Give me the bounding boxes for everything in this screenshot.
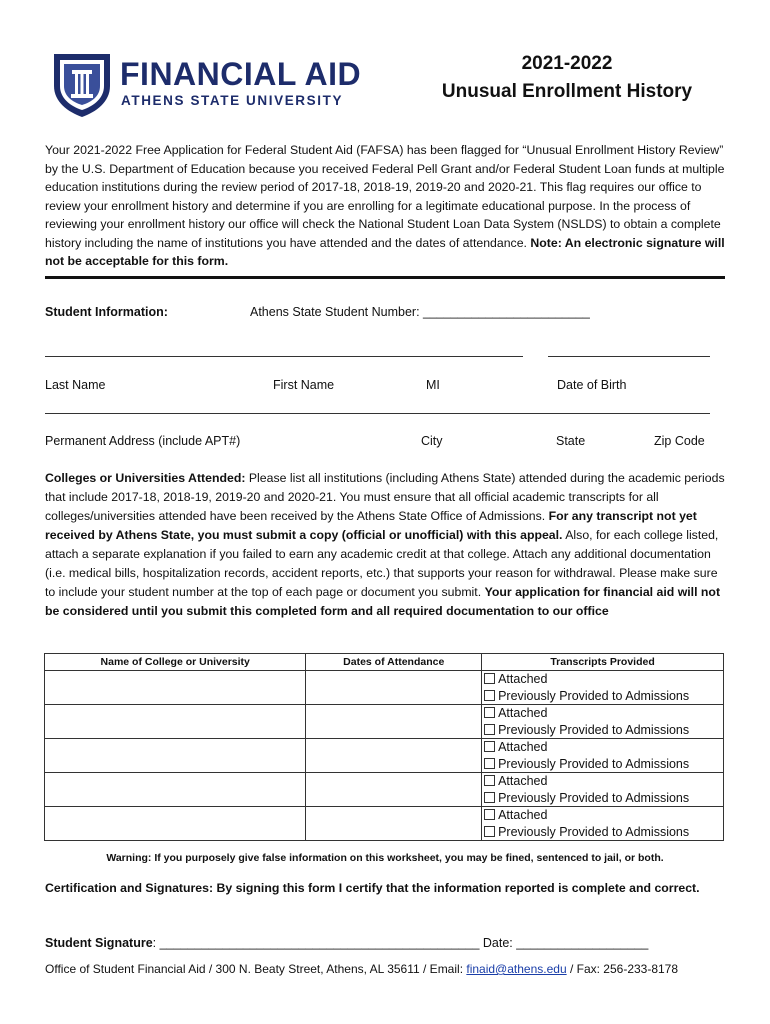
student-number-field[interactable]: Athens State Student Number: ________________________ (250, 305, 590, 319)
checkbox-icon[interactable] (484, 690, 495, 701)
table-row (45, 773, 724, 807)
checkbox-icon[interactable] (484, 707, 495, 718)
checkbox-icon[interactable] (484, 792, 495, 803)
signature-row (45, 936, 648, 950)
intro-text: Your 2021-2022 Free Application for Federal Student Aid (FAFSA) has been flagged for “Unusual Enrollment History Review” by the U.S. Department of Education because you received Federal Pell Grant and/or Federal Student Loan funds at multiple education institutions during the review period of 2017-18, 2018-19, 2019-20 and 2020-21. This flag requires our office to review your enrollment history and determine if you are enrolling for a legitimate educational purpose. In the process of reviewing your enrollment history our office will check the National Student Loan Data System (NSLDS) to obtain a complete history including the name of institutions you have attended and the dates of attendance. (45, 143, 725, 250)
signature-label: Student Signature (45, 936, 153, 950)
colleges-bold-2: Your application for financial aid will not be considered until you submit this completed form and all required documentation to our office (45, 585, 721, 618)
student-info-label: Student Information: (45, 305, 168, 319)
colleges-heading: Colleges or Universities Attended: (45, 471, 246, 485)
attached-option[interactable]: Attached (482, 671, 723, 688)
last-name-label: Last Name (45, 378, 106, 392)
checkbox-icon[interactable] (484, 809, 495, 820)
checkbox-icon[interactable] (484, 826, 495, 837)
col-header-college: Name of College or University (45, 654, 306, 671)
attached-option[interactable]: Attached (482, 807, 723, 824)
warning-text: Warning: If you purposely give false information on this worksheet, you may be fined, sentenced to jail, or both. (106, 852, 664, 864)
logo-title: FINANCIAL AID (120, 56, 362, 92)
city-label: City (421, 434, 443, 448)
intro-paragraph (45, 141, 725, 271)
zip-label: Zip Code (654, 434, 705, 448)
attached-option[interactable]: Attached (482, 705, 723, 722)
col-header-transcripts: Transcripts Provided (482, 654, 724, 671)
dob-line[interactable] (548, 356, 710, 357)
college-name-cell[interactable] (45, 773, 306, 807)
transcripts-cell (482, 739, 724, 773)
signature-line[interactable]: : ______________________________________________ Date: ___________________ (152, 936, 649, 950)
checkbox-icon[interactable] (484, 758, 495, 769)
table-row (45, 671, 724, 705)
college-name-cell[interactable] (45, 705, 306, 739)
transcripts-cell (482, 807, 724, 841)
mi-label: MI (426, 378, 440, 392)
previously-provided-option[interactable]: Previously Provided to Admissions (482, 756, 723, 773)
college-name-cell[interactable] (45, 739, 306, 773)
table-row (45, 705, 724, 739)
colleges-text-1: Please list all institutions (including Athens State) attended during the academic periods that include 2017-18, 2018-19, 2019-20 and 2020-21. You must ensure that all official academic transcripts for all colleges/universities attended have been received by the Athens State Office of Admissions. (45, 471, 725, 523)
checkbox-icon[interactable] (484, 775, 495, 786)
logo-subtitle: ATHENS STATE UNIVERSITY (121, 93, 344, 108)
previously-provided-option[interactable]: Previously Provided to Admissions (482, 790, 723, 807)
university-seal-logo (52, 52, 112, 118)
previously-provided-option[interactable]: Previously Provided to Admissions (482, 824, 723, 841)
checkbox-icon[interactable] (484, 673, 495, 684)
transcripts-cell (482, 773, 724, 807)
dates-cell[interactable] (306, 807, 482, 841)
colleges-table (44, 653, 724, 841)
email-link[interactable]: finaid@athens.edu (466, 962, 567, 976)
intro-note: Note: An electronic signature will not be acceptable for this form. (45, 235, 725, 268)
checkbox-icon[interactable] (484, 741, 495, 752)
section-divider (45, 276, 725, 279)
table-row (45, 739, 724, 773)
previously-provided-option[interactable]: Previously Provided to Admissions (482, 688, 723, 705)
name-line[interactable] (45, 356, 523, 357)
attached-option[interactable]: Attached (482, 773, 723, 790)
dates-cell[interactable] (306, 739, 482, 773)
address-label: Permanent Address (include APT#) (45, 434, 241, 448)
footer-address: Office of Student Financial Aid / 300 N. Beaty Street, Athens, AL 35611 / Email: (45, 962, 467, 976)
state-label: State (556, 434, 586, 448)
certification-text: Certification and Signatures: By signing this form I certify that the information reported is complete and correct. (45, 881, 700, 895)
title-name: Unusual Enrollment History (441, 81, 693, 102)
dates-cell[interactable] (306, 773, 482, 807)
college-name-cell[interactable] (45, 807, 306, 841)
transcripts-cell (482, 671, 724, 705)
checkbox-icon[interactable] (484, 724, 495, 735)
transcripts-cell (482, 705, 724, 739)
page-title (380, 50, 754, 106)
colleges-text-2: Also, for each college listed, attach a separate explanation if you failed to earn any academic credit at that college. Attach any additional documentation (i.e. medical bills, hospitalization records, accident reports, etc.) that supports your reason for withdrawal. Please make sure to include your student number at the top of each page or document you submit. (45, 528, 719, 599)
title-year: 2021-2022 (521, 53, 613, 74)
footer-fax: / Fax: 256-233-8178 (566, 962, 679, 976)
dates-cell[interactable] (306, 671, 482, 705)
first-name-label: First Name (273, 378, 335, 392)
dates-cell[interactable] (306, 705, 482, 739)
previously-provided-option[interactable]: Previously Provided to Admissions (482, 722, 723, 739)
table-row (45, 807, 724, 841)
colleges-paragraph (45, 469, 725, 621)
college-name-cell[interactable] (45, 671, 306, 705)
col-header-dates: Dates of Attendance (306, 654, 482, 671)
address-line[interactable] (45, 413, 710, 414)
dob-label: Date of Birth (557, 378, 627, 392)
table-header-row (45, 654, 724, 671)
attached-option[interactable]: Attached (482, 739, 723, 756)
colleges-bold-1: For any transcript not yet received by Athens State, you must submit a copy (official or unofficial) with this appeal. (45, 509, 697, 542)
footer (45, 962, 678, 976)
